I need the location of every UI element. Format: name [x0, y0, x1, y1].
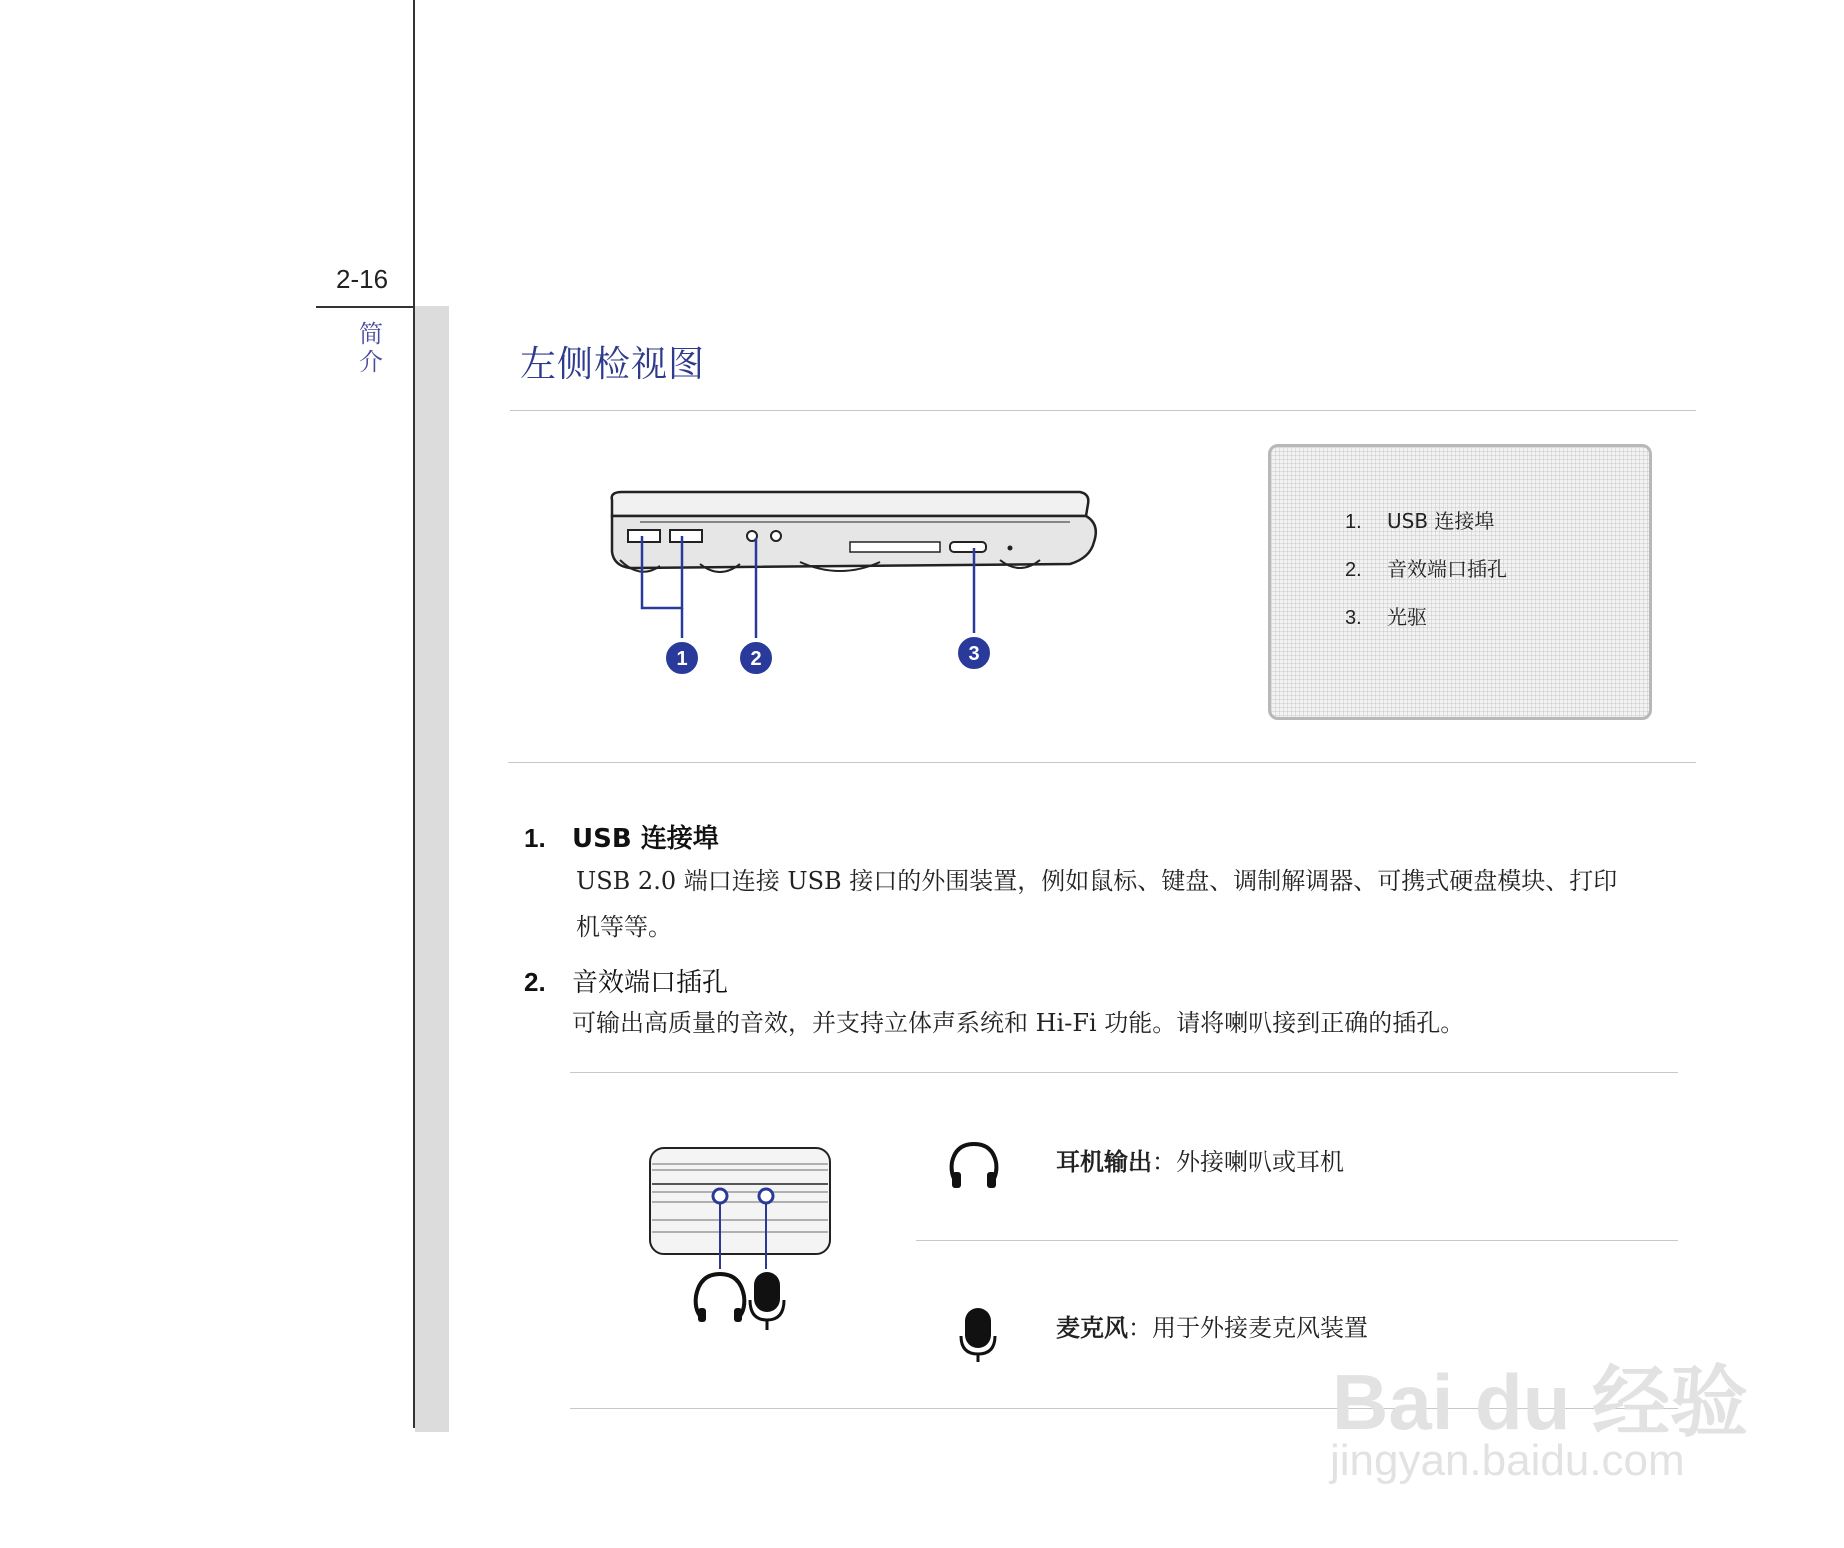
audio-port-desc: 外接喇叭或耳机 [1176, 1148, 1344, 1176]
legend-number: 3. [1345, 607, 1362, 629]
laptop-body [612, 492, 1096, 572]
item-number: 2. [524, 967, 546, 997]
item-title: USB 连接埠 [572, 824, 719, 854]
divider [508, 762, 1696, 763]
microphone-icon [750, 1272, 784, 1330]
divider [916, 1240, 1678, 1241]
callout-1 [665, 641, 699, 675]
item-body-audio [572, 1000, 1702, 1046]
margin-band [415, 306, 449, 1432]
section-title: 左侧检视图 [520, 344, 706, 385]
callout-label: 3 [968, 643, 980, 665]
chapter-label [356, 320, 386, 376]
legend-label: 音效端口插孔 [1387, 557, 1507, 581]
chapter-char: 简 [359, 320, 383, 348]
laptop-left-side-diagram [600, 488, 1100, 688]
audio-row-microphone [1056, 1308, 1368, 1343]
watermark-brand: Bai du 经验 [1332, 1358, 1749, 1446]
page-number-rule [316, 306, 415, 308]
body-line: 机等等。 [576, 913, 672, 941]
legend-item [1345, 553, 1507, 582]
microphone-icon [958, 1306, 998, 1366]
audio-separator: ： [1152, 1148, 1176, 1176]
watermark-url: jingyan.baidu.com [1330, 1436, 1685, 1485]
audio-row-headphone [1056, 1142, 1344, 1177]
legend-number: 1. [1345, 511, 1362, 533]
page-number: 2-16 [336, 264, 389, 294]
item-number: 1. [524, 823, 546, 853]
legend-item [1345, 601, 1427, 630]
audio-port-name: 耳机输出 [1056, 1148, 1152, 1176]
audio-port-name: 麦克风 [1056, 1314, 1128, 1342]
audio-port-desc: 用于外接麦克风装置 [1152, 1314, 1368, 1342]
legend-item [1345, 505, 1494, 534]
item-body-usb [576, 858, 1706, 950]
body-line: 可输出高质量的音效，并支持立体声系统和 Hi-Fi 功能。请将喇叭接到正确的插孔。 [572, 1009, 1465, 1037]
audio-separator: ： [1128, 1314, 1152, 1342]
callout-2 [739, 641, 773, 675]
callout-label: 1 [676, 648, 688, 670]
item-title: 音效端口插孔 [572, 968, 729, 998]
callout-3 [957, 636, 991, 670]
callout-label: 2 [750, 648, 762, 670]
legend-number: 2. [1345, 559, 1362, 581]
audio-ports-diagram [648, 1144, 834, 1334]
headphone-icon [696, 1274, 745, 1322]
headphone-icon [948, 1140, 1000, 1198]
legend-label: 光驱 [1387, 605, 1427, 629]
body-line: USB 2.0 端口连接 USB 接口的外围装置，例如鼠标、键盘、调制解调器、可携式硬盘模块、打印 [576, 867, 1618, 895]
chapter-char: 介 [359, 348, 383, 376]
legend-box [1268, 444, 1652, 720]
divider [510, 410, 1696, 411]
item-heading-usb [524, 818, 719, 855]
divider [570, 1072, 1678, 1073]
item-heading-audio [524, 962, 728, 999]
legend-label: USB 连接埠 [1387, 509, 1495, 533]
